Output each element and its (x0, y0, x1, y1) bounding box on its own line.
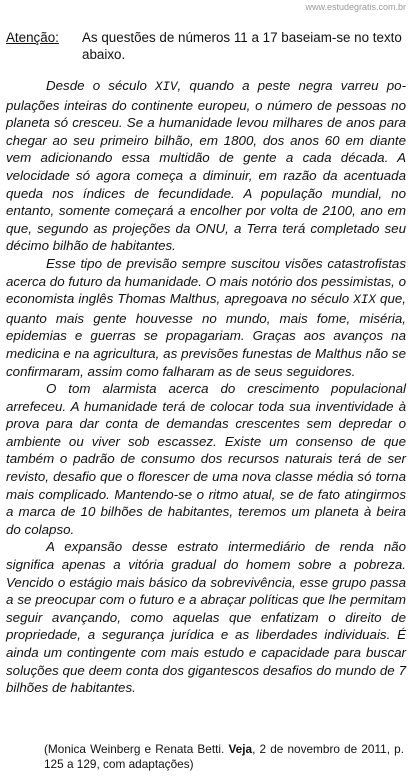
paragraph-1-start: Desde o século (46, 78, 156, 93)
source-citation (44, 742, 404, 772)
citation-journal: Veja (228, 742, 253, 756)
century-roman-numeral: XIX (353, 293, 376, 308)
citation-authors: (Monica Weinberg e Renata Betti. (44, 742, 229, 756)
paragraph-2-rest: que, quanto mais gente houvesse no mundo, mais fome, miséria, epidemias e guerras se propagariam. Graças aos avanços na medicina e na agricultura, as previsões funestas de Malthus não se confirmaram, assim como falharam as de seus seguidores. (6, 291, 406, 379)
paragraph-3: O tom alarmista acerca do crescimento populacional arrefeceu. A humanidade terá de colocar toda sua inventividade à prova para dar conta de demandas crescentes sem depredar o ambiente ou viver sob escassez. Existe um consenso de que também o padrão de consumo dos recursos naturais terá de ser revisto, desafio que o florescer de uma nova classe média só torna mais complicado. Mantendo-se o ritmo atual, se de fato atingirmos a marca de 10 bilhões de habitantes, teremos um planeta à beira do colapso. (6, 381, 406, 537)
paragraph-1-rest: , quando a peste negra varreu populações inteiras do continente europeu, o número de pessoas no planeta só cresceu. Se a humanidade levou milhares de anos para chegar ao seu primeiro bilhão, em 1800, dos anos 60 em diante vem adicionando essa multidão de gente a cada década. A velocidade só agora começa a diminuir, em razão da acentuada queda nos índices de fecundidade. A população mundial, no entanto, somente começará a encolher por volta de 2100, ano em que, segundo as projeções da ONU, a Terra terá completado seu décimo bilhão de habitantes. (6, 78, 407, 254)
century-roman-numeral: XIV (155, 80, 178, 94)
paragraph-2-start: Esse tipo de previsão sempre suscitou visões catastrofistas acerca do futuro da humanidade. O mais notório dos pessimistas, o economista inglês Thomas Malthus, apregoava no século (6, 255, 406, 307)
site-watermark: www.estudegratis.com.br (305, 2, 406, 12)
paragraph-1 (6, 77, 406, 255)
article-text (6, 77, 406, 697)
notice-label: Atenção: (6, 30, 59, 45)
paragraph-4: A expansão desse estrato intermediário de renda não significa apenas a vitória gradual do homem sobre a pobreza. Vencido o estágio mais básico da sobrevivência, esse grupo passa a se preocupar com o futuro e a abraçar políticas que lhe permitam seguir avançando, como aquelas que enfatizam o direito de propriedade, a segurança jurídica e as liberdades individuais. É ainda um contingente com mais estudo e capacidade para buscar soluções que deem conta dos gigantescos desafios do mundo de 7 bilhões de habitantes. (6, 539, 406, 696)
notice-text: As questões de números 11 a 17 baseiam-se no texto abaixo. (82, 30, 402, 62)
citation-details: , 2 de novembro de 2011, p. 125 a 129, com adaptações) (44, 742, 404, 771)
paragraph-2 (6, 255, 406, 380)
notice-block (6, 29, 406, 63)
